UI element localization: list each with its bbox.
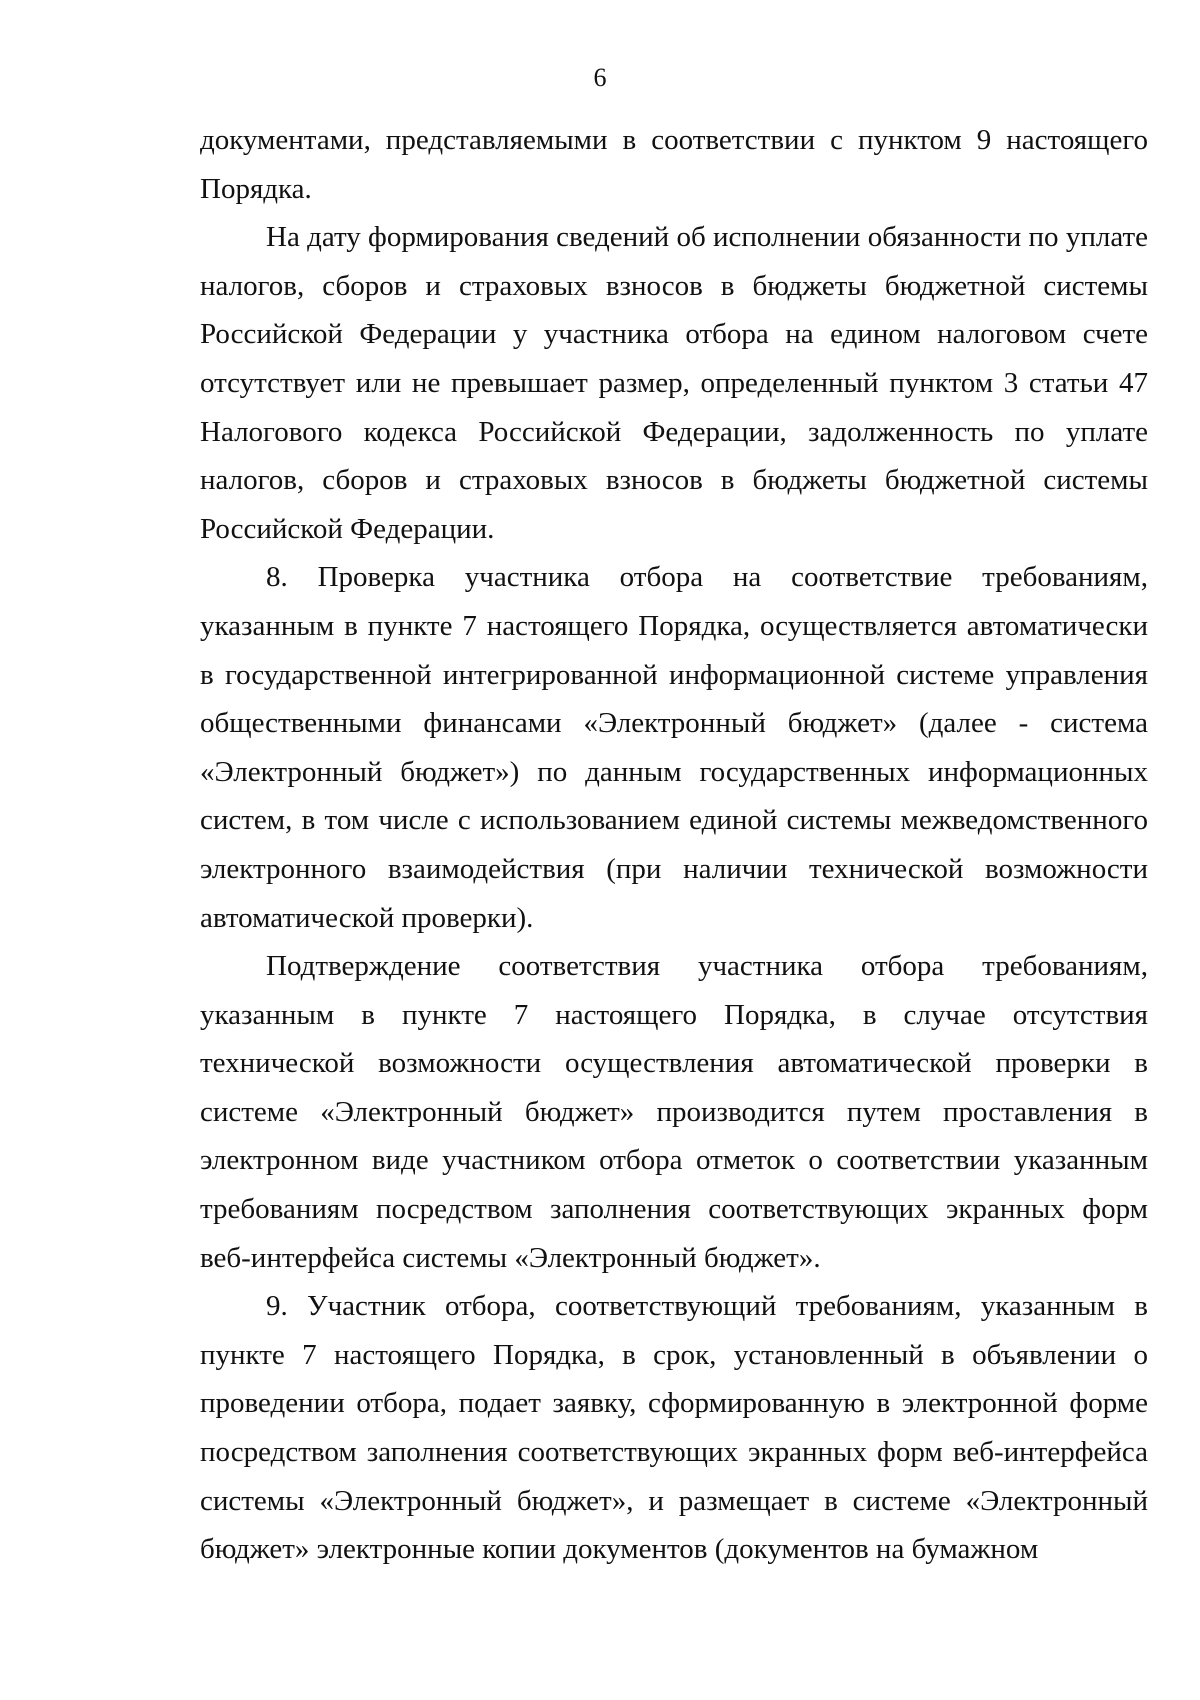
paragraph-tax-obligation: На дату формирования сведений об исполнении обязанности по уплате налогов, сборов и страховых взносов в бюджеты бюджетной системы Российской Федерации у участника отбора на едином налоговом счете отсутствует или не превышает размер, определенный пунктом 3 статьи 47 Налогового кодекса Российской Федерации, задолженность по уплате налогов, сборов и страховых взносов в бюджеты бюджетной системы Российской Федерации. xyxy=(200,221,1148,545)
paragraph-item-8: 8. Проверка участника отбора на соответствие требованиям, указанным в пункте 7 настоящего Порядка, осуществляется автоматически в государственной интегрированной информационной системе управления общественными финансами «Электронный бюджет» (далее - система «Электронный бюджет») по данным государственных информационных систем, в том числе с использованием единой системы межведомственного электронного взаимодействия (при наличии технической возможности автоматической проверки). xyxy=(200,561,1148,934)
page-number: 6 xyxy=(593,63,607,92)
paragraph-continuation: документами, представляемыми в соответствии с пунктом 9 настоящего Порядка. xyxy=(200,124,1148,205)
document-body xyxy=(200,116,1148,1574)
paragraph-item-9: 9. Участник отбора, соответствующий требованиям, указанным в пункте 7 настоящего Порядка, в срок, установленный в объявлении о проведении отбора, подает заявку, сформированную в электронной форме посредством заполнения соответствующих экранных форм веб-интерфейса системы «Электронный бюджет», и размещает в системе «Электронный бюджет» электронные копии документов (документов на бумажном xyxy=(200,1290,1148,1566)
paragraph-confirmation: Подтверждение соответствия участника отбора требованиям, указанным в пункте 7 настоящего Порядка, в случае отсутствия технической возможности осуществления автоматической проверки в системе «Электронный бюджет» производится путем проставления в электронном виде участником отбора отметок о соответствии указанным требованиям посредством заполнения соответствующих экранных форм веб-интерфейса системы «Электронный бюджет». xyxy=(200,950,1148,1274)
